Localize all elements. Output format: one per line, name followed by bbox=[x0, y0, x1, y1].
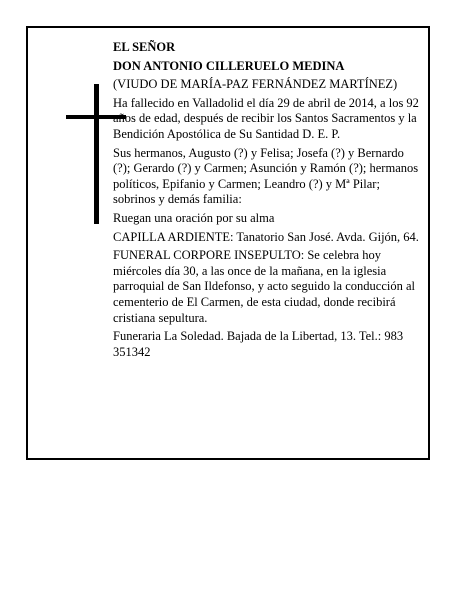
family-members: Sus hermanos, Augusto (?) y Felisa; Josefa (?) y Bernardo (?); Gerardo (?) y Carmen; Asunción y Ramón (?); hermanos políticos, Epifanio y Carmen; Leandro (?) y Mª Pilar; sobrinos y demás familia: bbox=[113, 145, 419, 207]
deceased-name: DON ANTONIO CILLERUELO MEDINA bbox=[113, 58, 345, 73]
prayer-request: Ruegan una oración por su alma bbox=[113, 210, 275, 225]
notice-title-line1: EL SEÑOR bbox=[113, 40, 176, 54]
notice-text bbox=[113, 40, 423, 363]
widower-of: (VIUDO DE MARÍA-PAZ FERNÁNDEZ MARTÍNEZ) bbox=[113, 77, 398, 92]
notice-heading bbox=[113, 40, 423, 93]
chapel-info: CAPILLA ARDIENTE: Tanatorio San José. Avda. Gijón, 64. bbox=[113, 229, 419, 244]
funeral-info: FUNERAL CORPORE INSEPULTO: Se celebra hoy miércoles día 30, a las once de la mañana, en la iglesia parroquial de San Ildefonso, y acto seguido la conducción al cementerio de El Carmen, de esta ciudad, donde recibirá cristiana sepultura. bbox=[113, 248, 415, 325]
funeral-home-info: Funeraria La Soledad. Bajada de la Libertad, 13. Tel.: 983 351342 bbox=[113, 329, 404, 359]
cross-vertical-bar bbox=[94, 84, 99, 224]
death-info: Ha fallecido en Valladolid el día 29 de abril de 2014, a los 92 años de edad, después de recibir los Santos Sacramentos y la Bendición Apostólica de Su Santidad D. E. P. bbox=[113, 95, 419, 141]
